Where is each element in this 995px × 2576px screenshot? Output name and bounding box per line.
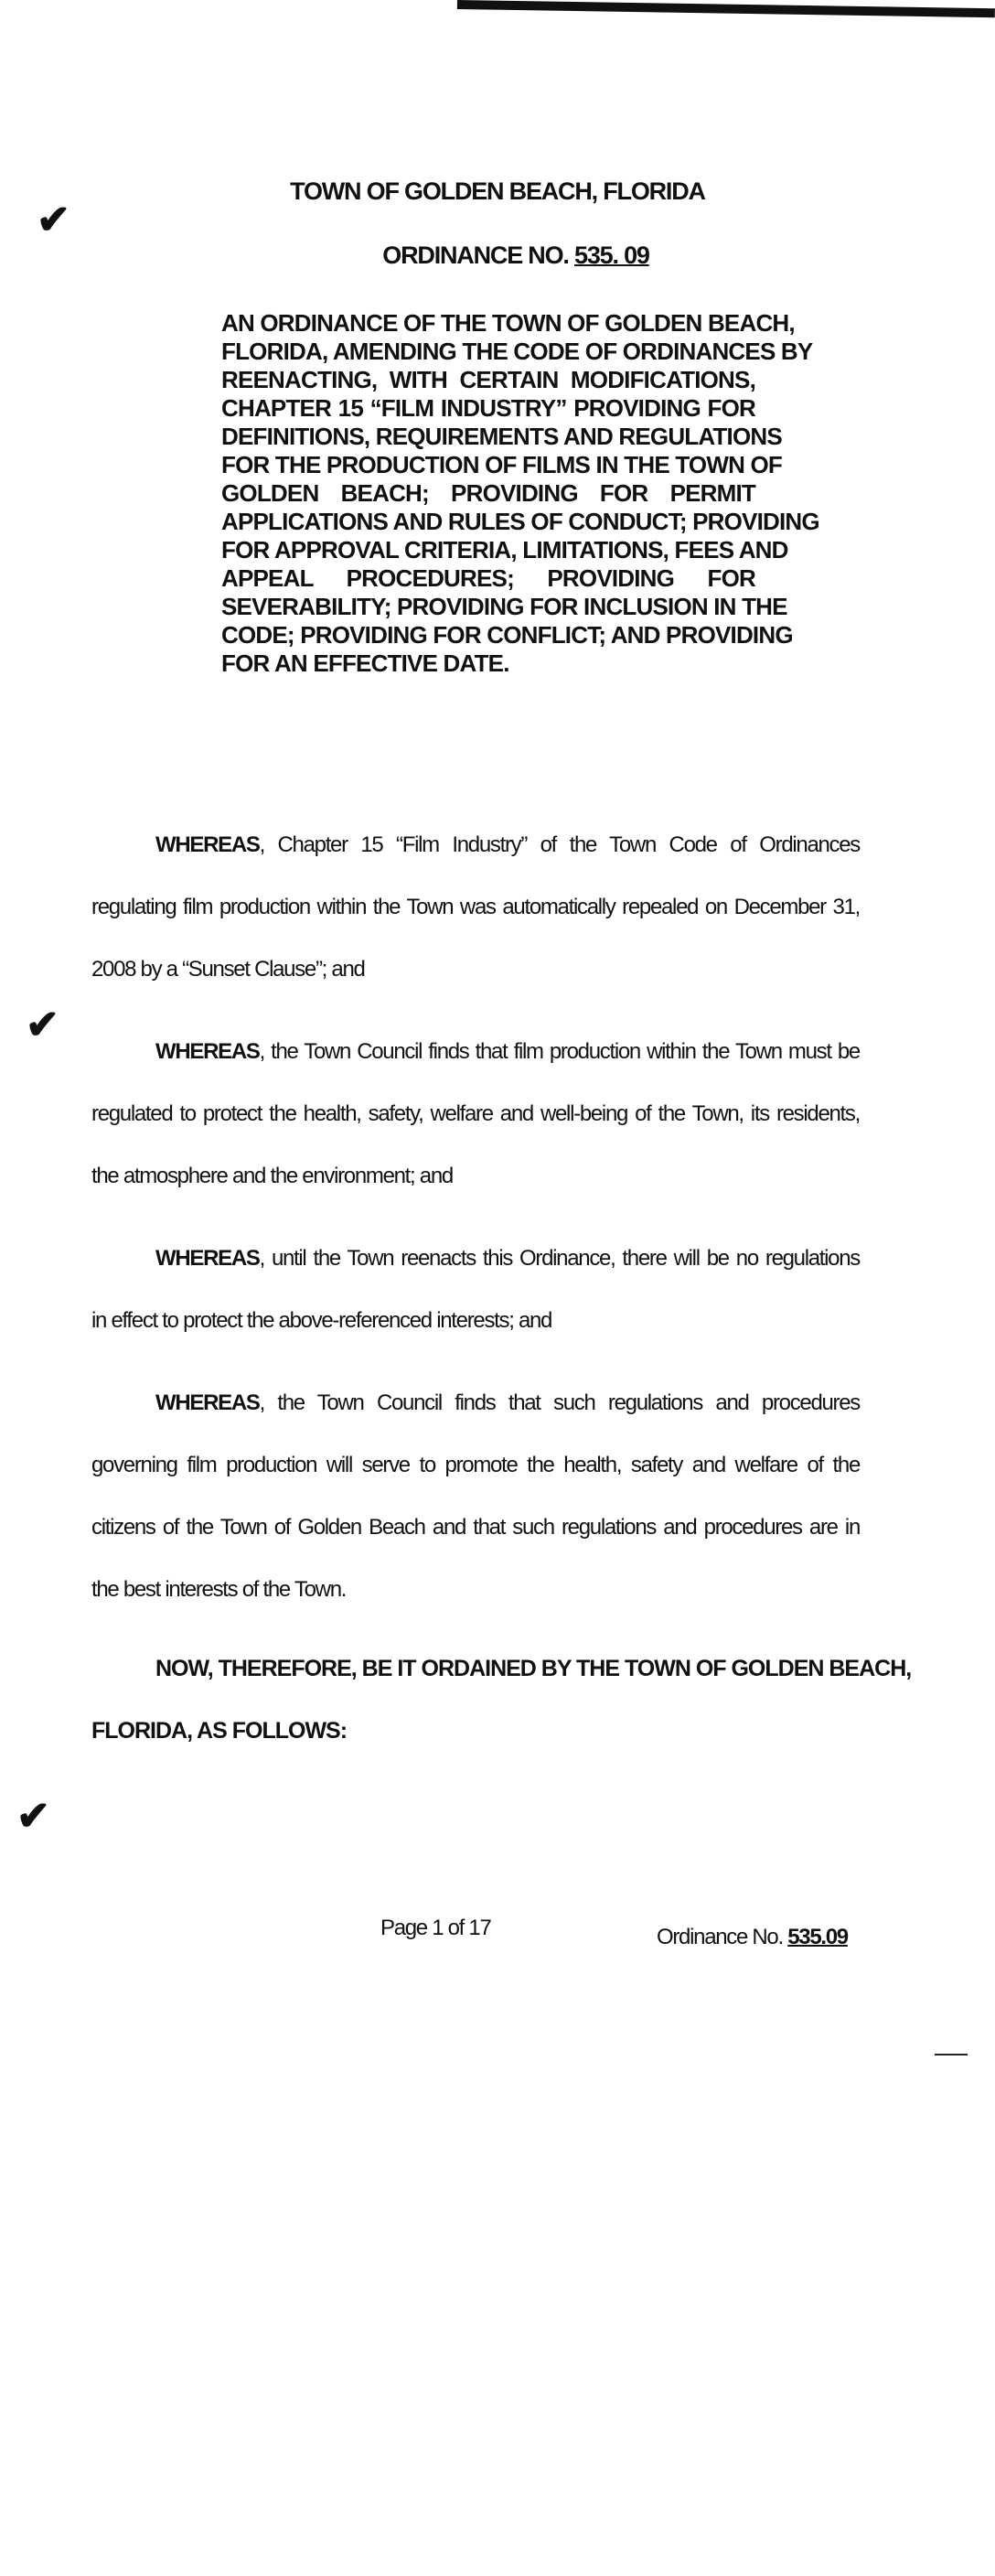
- whereas-paragraph: [91, 1228, 860, 1352]
- caption-line: FOR APPROVAL CRITERIA, LIMITATIONS, FEES AND: [221, 536, 788, 564]
- paragraph-line: 2008 by a “Sunset Clause”; and: [91, 957, 365, 982]
- caption-line: DEFINITIONS, REQUIREMENTS AND REGULATIONS: [221, 423, 782, 450]
- paragraph-line: the atmosphere and the environment; and: [91, 1164, 453, 1188]
- town-title: TOWN OF GOLDEN BEACH, FLORIDA: [290, 177, 705, 205]
- scan-edge-line: [457, 0, 995, 17]
- caption-line: FOR THE PRODUCTION OF FILMS IN THE TOWN OF: [221, 451, 782, 478]
- ordinance-number-heading: [18, 242, 995, 270]
- ordained-clause: [91, 1637, 912, 1762]
- paragraph-line: citizens of the Town of Golden Beach and that such regulations and procedures are in: [91, 1515, 860, 1540]
- caption-line: CODE; PROVIDING FOR CONFLICT; AND PROVIDING: [221, 621, 793, 649]
- checkmark-icon: ✔: [26, 1003, 59, 1047]
- caption-line: APPEAL PROCEDURES; PROVIDING FOR: [221, 564, 755, 592]
- caption-line: REENACTING, WITH CERTAIN MODIFICATIONS,: [221, 366, 755, 393]
- footer-ordinance-number: 535.09: [787, 1925, 848, 1949]
- caption-line: SEVERABILITY; PROVIDING FOR INCLUSION IN THE: [221, 593, 787, 620]
- paragraph-line: the best interests of the Town.: [91, 1577, 347, 1602]
- footer-ordinance-label: Ordinance No.: [657, 1925, 783, 1949]
- whereas-paragraph: [91, 814, 860, 1001]
- paragraph-line: governing film production will serve to promote the health, safety and welfare of the: [91, 1453, 860, 1477]
- caption-line: CHAPTER 15 “FILM INDUSTRY” PROVIDING FOR: [221, 394, 755, 422]
- paragraph-text: until the Town reenacts this Ordinance, there will be no regulations: [271, 1246, 860, 1271]
- ordinance-number: 535. 09: [574, 242, 649, 269]
- whereas-label: WHEREAS: [155, 832, 260, 857]
- paragraph-line: regulated to protect the health, safety, welfare and well-being of the Town, its residents,: [91, 1101, 860, 1126]
- whereas-label: WHEREAS: [155, 1246, 260, 1271]
- ordinance-label: ORDINANCE NO.: [382, 242, 569, 269]
- paragraph-line: WHEREAS, until the Town reenacts this Ordinance, there will be no regulations: [155, 1246, 860, 1271]
- whereas-label: WHEREAS: [155, 1390, 260, 1415]
- paragraph-text: the Town Council finds that film production within the Town must be: [271, 1039, 860, 1064]
- paragraph-text: the Town Council finds that such regulations and procedures: [277, 1390, 860, 1415]
- paragraph-text: Chapter 15 “Film Industry” of the Town Code of Ordinances: [277, 832, 860, 857]
- paragraph-line: WHEREAS, Chapter 15 “Film Industry” of the Town Code of Ordinances: [155, 832, 860, 857]
- paragraph-line: WHEREAS, the Town Council finds that such regulations and procedures: [155, 1390, 860, 1415]
- paragraph-line: in effect to protect the above-referenced interests; and: [91, 1308, 552, 1333]
- whereas-paragraph: [91, 1372, 860, 1621]
- checkmark-icon: ✔: [37, 198, 70, 242]
- ordinance-caption: [221, 309, 819, 678]
- scan-dash: [935, 2054, 968, 2055]
- checkmark-icon: ✔: [16, 1794, 50, 1839]
- caption-line: APPLICATIONS AND RULES OF CONDUCT; PROVIDING: [221, 508, 819, 535]
- footer-ordinance: [657, 1925, 848, 1950]
- caption-line: AN ORDINANCE OF THE TOWN OF GOLDEN BEACH,: [221, 309, 795, 337]
- ordained-line: NOW, THEREFORE, BE IT ORDAINED BY THE TOWN OF GOLDEN BEACH,: [155, 1656, 912, 1681]
- whereas-paragraph: [91, 1021, 860, 1208]
- caption-line: GOLDEN BEACH; PROVIDING FOR PERMIT: [221, 479, 755, 507]
- paragraph-line: regulating film production within the Town was automatically repealed on December 31,: [91, 895, 860, 919]
- page-number: Page 1 of 17: [380, 1916, 491, 1940]
- whereas-clauses: [91, 814, 860, 1621]
- caption-line: FOR AN EFFECTIVE DATE.: [221, 649, 509, 677]
- ordained-line: FLORIDA, AS FOLLOWS:: [91, 1718, 348, 1744]
- caption-line: FLORIDA, AMENDING THE CODE OF ORDINANCES BY: [221, 338, 813, 365]
- paragraph-line: WHEREAS, the Town Council finds that film production within the Town must be: [155, 1039, 860, 1064]
- whereas-label: WHEREAS: [155, 1039, 260, 1064]
